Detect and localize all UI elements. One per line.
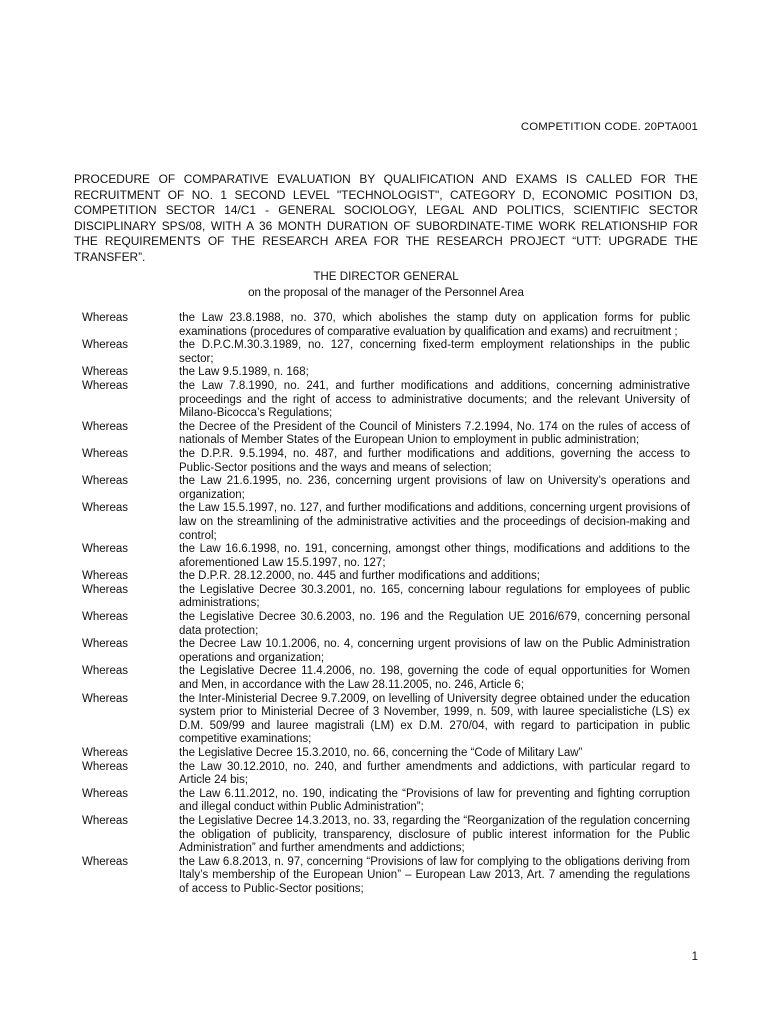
clause-text: the Decree of the President of the Council of Ministers 7.2.1994, No. 174 on the rules of access of nationals of Member States of the European Union to employment in public administration; <box>179 420 690 447</box>
whereas-item <box>82 475 690 502</box>
whereas-item <box>82 747 690 761</box>
clause-text: the Law 30.12.2010, no. 240, and further amendments and addictions, with particular regard to Article 24 bis; <box>179 760 690 787</box>
whereas-label: Whereas <box>82 570 129 583</box>
clause-text: the Legislative Decree 30.6.2003, no. 196 and the Regulation UE 2016/679, concerning personal data protection; <box>179 611 690 637</box>
whereas-item <box>82 815 690 856</box>
whereas-item <box>82 788 690 815</box>
whereas-item <box>82 665 690 692</box>
clause-text: the Law 21.6.1995, no. 236, concerning urgent provisions of law on University’s operations and organization; <box>179 475 690 501</box>
clause-text: the Law 15.5.1997, no. 127, and further modifications and additions, concerning urgent provisions of law on the streamlining of the administrative activities and the proceedings of decision-making and control; <box>179 502 690 542</box>
whereas-label: Whereas <box>82 379 129 392</box>
clause-text: the Legislative Decree 14.3.2013, no. 33, regarding the “Reorganization of the regulation concerning the obligation of publicity, transparency, disclosure of public interest information for the Public Administration” and further amendments and addictions; <box>179 814 690 855</box>
clause-text: the Decree Law 10.1.2006, no. 4, concerning urgent provisions of law on the Public Administration operations and organization; <box>179 638 690 664</box>
clause-text: the Legislative Decree 11.4.2006, no. 198, governing the code of equal opportunities for Women and Men, in accordance with the Law 28.11.2005, no. 246, Article 6; <box>179 665 690 692</box>
whereas-item <box>82 611 690 638</box>
whereas-label: Whereas <box>82 665 129 678</box>
whereas-label: Whereas <box>82 339 129 352</box>
whereas-label: Whereas <box>82 420 129 433</box>
whereas-item <box>82 448 690 475</box>
whereas-label: Whereas <box>82 475 129 488</box>
whereas-label: Whereas <box>82 787 129 800</box>
whereas-item <box>82 339 690 366</box>
whereas-label: Whereas <box>82 447 129 460</box>
whereas-label: Whereas <box>82 543 129 556</box>
whereas-label: Whereas <box>82 312 129 324</box>
whereas-item <box>82 380 690 421</box>
whereas-label: Whereas <box>82 760 129 773</box>
whereas-label: Whereas <box>82 502 129 515</box>
clause-text: the Law 6.11.2012, no. 190, indicating the “Provisions of law for preventing and fighting corruption and illegal conduct within Public Administration”; <box>179 787 690 814</box>
whereas-item <box>82 543 690 570</box>
competition-code: COMPETITION CODE. 20PTA001 <box>520 121 698 133</box>
whereas-label: Whereas <box>82 692 129 705</box>
whereas-label: Whereas <box>82 366 129 379</box>
clause-text: the Law 7.8.1990, no. 241, and further modifications and additions, concerning administrative proceedings and the right of access to administrative documents; and the relevant University of Milano-Bicocca’s Regulations; <box>179 379 690 420</box>
clause-text: the D.P.C.M.30.3.1989, no. 127, concerning fixed-term employment relationships in the public sector; <box>179 339 690 365</box>
clause-text: the Legislative Decree 15.3.2010, no. 66, concerning the “Code of Military Law” <box>179 747 583 759</box>
whereas-item <box>82 856 690 897</box>
director-block <box>74 269 698 300</box>
whereas-item <box>82 570 690 584</box>
whereas-item <box>82 638 690 665</box>
clause-text: the Law 16.6.1998, no. 191, concerning, amongst other things, modifications and additions to the aforementioned Law 15.5.1997, no. 127; <box>179 543 690 569</box>
whereas-list <box>82 312 690 897</box>
clause-text: the Legislative Decree 30.3.2001, no. 165, concerning labour regulations for employees of public administrations; <box>179 583 690 610</box>
clause-text: the Law 9.5.1989, n. 168; <box>179 366 309 379</box>
director-subheading: on the proposal of the manager of the Personnel Area <box>248 285 524 299</box>
document-title: PROCEDURE OF COMPARATIVE EVALUATION BY QUALIFICATION AND EXAMS IS CALLED FOR THE RECRUITMENT OF NO. 1 SECOND LEVEL "TECHNOLOGIST", CATEGORY D, ECONOMIC POSITION D3, COMPETITION SECTOR 14/C1 - GENERAL SOCIOLOGY, LEGAL AND POLITICS, SCIENTIFIC SECTOR DISCIPLINARY SPS/08, WITH A 36 MONTH DURATION OF SUBORDINATE-TIME WORK RELATIONSHIP FOR THE REQUIREMENTS OF THE RESEARCH AREA FOR THE RESEARCH PROJECT “UTT: UPGRADE THE TRANSFER”. <box>74 172 698 264</box>
whereas-item <box>82 366 690 380</box>
whereas-label: Whereas <box>82 814 129 827</box>
whereas-label: Whereas <box>82 855 129 868</box>
whereas-item <box>82 761 690 788</box>
whereas-item <box>82 693 690 747</box>
whereas-label: Whereas <box>82 611 129 624</box>
clause-text: the Law 6.8.2013, n. 97, concerning “Provisions of law for complying to the obligations deriving from Italy’s membership of the European Union” – European Law 2013, Art. 7 amending the regulations of access to Public-Sector positions; <box>179 855 690 895</box>
whereas-item <box>82 312 690 339</box>
whereas-item <box>82 502 690 543</box>
page-number: 1 <box>691 951 698 963</box>
whereas-label: Whereas <box>82 747 129 759</box>
clause-text: the D.P.R. 9.5.1994, no. 487, and further modifications and additions, governing the access to Public-Sector positions and the ways and means of selection; <box>179 447 690 474</box>
clause-text: the Inter-Ministerial Decree 9.7.2009, on levelling of University degree obtained under the education system prior to Ministerial Decree of 3 November, 1999, n. 509, with lauree specialistiche (LS) ex D.M. 509/99 and lauree magistrali (LM) ex D.M. 270/04, with regard to participation in public competitive examinations; <box>179 692 690 746</box>
whereas-label: Whereas <box>82 638 129 651</box>
whereas-item <box>82 584 690 611</box>
whereas-label: Whereas <box>82 583 129 596</box>
clause-text: the Law 23.8.1988, no. 370, which abolishes the stamp duty on application forms for public examinations (procedures of comparative evaluation by qualification and exams) and recruitment ; <box>179 312 690 338</box>
director-heading: THE DIRECTOR GENERAL <box>313 270 459 283</box>
clause-text: the D.P.R. 28.12.2000, no. 445 and further modifications and additions; <box>179 570 541 583</box>
whereas-item <box>82 421 690 448</box>
